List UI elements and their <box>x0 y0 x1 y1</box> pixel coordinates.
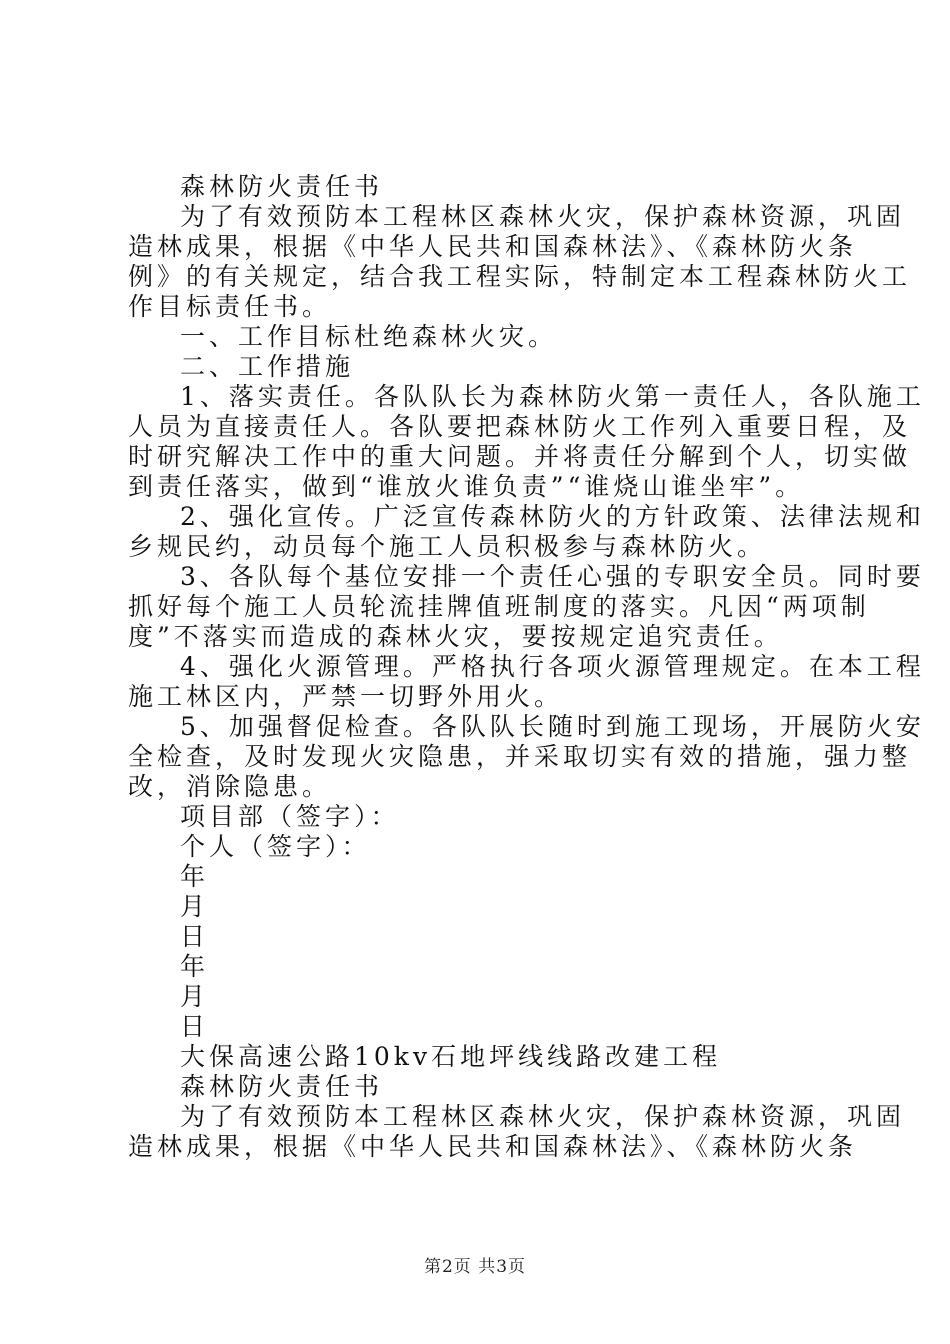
document-line: 森林防火责任书 <box>180 172 384 201</box>
document-line: 造林成果，根据《中华人民共和国森林法》、《森林防火条 <box>128 232 858 261</box>
document-line: 1、落实责任。各队队长为森林防火第一责任人，各队施工 <box>180 382 925 411</box>
document-line: 施工林区内，严禁一切野外用火。 <box>128 682 564 711</box>
document-line: 到责任落实，做到“谁放火谁负责”“谁烧山谁坐牢”。 <box>128 472 805 501</box>
document-line: 4、强化火源管理。严格执行各项火源管理规定。在本工程 <box>180 652 925 681</box>
document-line: 2、强化宣传。广泛宣传森林防火的方针政策、法律法规和 <box>180 502 925 531</box>
document-line: 乡规民约，动员每个施工人员积极参与森林防火。 <box>128 532 767 561</box>
document-line: 例》的有关规定，结合我工程实际，特制定本工程森林防火工 <box>128 262 912 291</box>
document-line: 个人（签字）： <box>180 832 371 861</box>
document-line: 抓好每个施工人员轮流挂牌值班制度的落实。凡因“两项制 <box>128 592 870 621</box>
document-line: 月 <box>180 982 210 1011</box>
document-line: 5、加强督促检查。各队队长随时到施工现场，开展防火安 <box>180 712 925 741</box>
document-line: 项目部（签字）： <box>180 802 400 831</box>
document-line: 度”不落实而造成的森林火灾，要按规定追究责任。 <box>128 622 783 651</box>
document-line: 年 <box>180 862 210 891</box>
document-line: 森林防火责任书 <box>180 1072 384 1101</box>
document-line: 全检查，及时发现火灾隐患，并采取切实有效的措施，强力整 <box>128 742 912 771</box>
document-line: 人员为直接责任人。各队要把森林防火工作列入重要日程，及 <box>128 412 912 441</box>
document-line: 造林成果，根据《中华人民共和国森林法》、《森林防火条 <box>128 1132 858 1161</box>
document-line: 年 <box>180 952 210 981</box>
document-line: 为了有效预防本工程林区森林火灾，保护森林资源，巩固 <box>180 202 906 231</box>
document-line: 日 <box>180 922 210 951</box>
document-line: 二、工作措施 <box>180 352 355 381</box>
page-number-footer: 第2页 共3页 <box>423 1257 527 1277</box>
document-line: 时研究解决工作中的重大问题。并将责任分解到个人，切实做 <box>128 442 912 471</box>
document-line: 为了有效预防本工程林区森林火灾，保护森林资源，巩固 <box>180 1102 906 1131</box>
document-line: 大保高速公路10kv石地坪线线路改建工程 <box>180 1042 722 1071</box>
document-line: 日 <box>180 1012 210 1041</box>
document-line: 一、工作目标杜绝森林火灾。 <box>180 322 558 351</box>
document-line: 作目标责任书。 <box>128 292 332 321</box>
document-line: 3、各队每个基位安排一个责任心强的专职安全员。同时要 <box>180 562 925 591</box>
document-body <box>128 172 925 1162</box>
document-line: 月 <box>180 892 210 921</box>
document-line: 改，消除隐患。 <box>128 772 332 801</box>
